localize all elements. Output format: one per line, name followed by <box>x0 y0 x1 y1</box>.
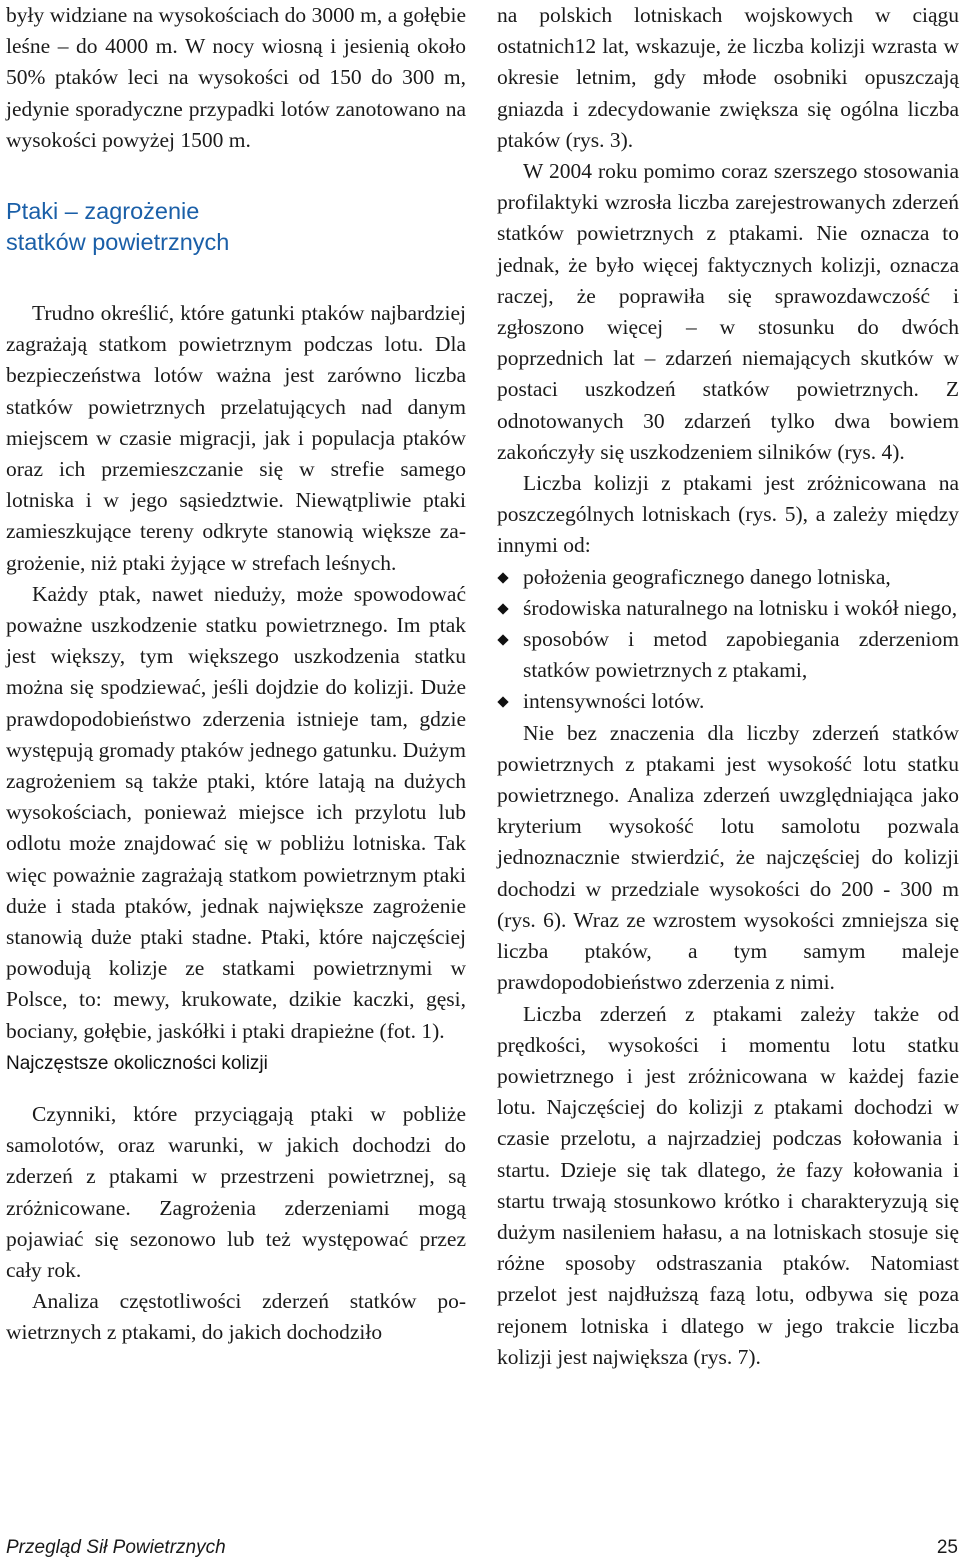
body-paragraph: Czynniki, które przyciągają ptaki w pobliże samolotów, oraz warunki, w jakich dochodzi do zderzeń z ptakami w przestrzeni powietrznej, są zróżnicowane. Zagrożenia zderzeniami mogą pojawiać się sezonowo lub też występować przez cały rok. <box>6 1101 466 1282</box>
left-column <box>6 0 466 1349</box>
intro-paragraph: były widziane na wysokościach do 3000 m, a gołębie leśne – do 4000 m. W nocy wiosną i jesienią około 50% ptaków leci na wysokości od 150 do 300 m, jedynie sporadyczne przypadki lotów zanotowano na wysokości powyżej 1500 m. <box>6 3 466 152</box>
list-item: środowiska naturalnego na lotnisku i wokół niego, <box>497 593 959 624</box>
right-column <box>497 0 959 1373</box>
factor-list <box>497 562 959 718</box>
list-item: położenia geograficznego danego lotniska, <box>497 562 959 593</box>
diamond-bullet-icon <box>497 572 508 583</box>
section-heading-line-2: statków powietrznych <box>6 229 230 256</box>
footer-publication-title: Przegląd Sił Powietrznych <box>6 1537 226 1558</box>
body-paragraph: Analiza częstotliwości zderzeń statków powietrznych z ptakami, do jakich dochodziło <box>6 1289 466 1345</box>
list-item: intensywności lotów. <box>497 686 959 717</box>
diamond-bullet-icon <box>497 603 508 614</box>
list-item: sposobów i metod zapobiegania zderzeniom statków powietrznych z ptakami, <box>497 624 959 686</box>
body-paragraph: Liczba zderzeń z ptakami zależy także od prędkości, wysokości i momentu lotu statku powietrznego i jest zróżnicowana w każdej fazie lotu. Najczęściej do kolizji z ptakami dochodzi w czasie przelotu, a najrzadziej podczas kołowania i startu. Dzieje się tak dlatego, że fazy kołowania i startu trwają stosunkowo krótko i charakteryzują się dużym nasileniem hałasu, a na lotniskach stosuje się różne sposoby odstraszania ptaków. Natomiast przelot jest najdłuższą fazą lotu, odbywa się poza rejonem lotniska i dlatego w jego trakcie liczba kolizji jest największa (rys. 7). <box>497 1001 959 1369</box>
body-paragraph: Nie bez znaczenia dla liczby zderzeń statków powietrznych z ptakami jest wysokość lotu statku powietrznego. Analiza zderzeń uwzględniająca jako kryterium wysokość lotu samolotu pozwala jednoznacznie stwierdzić, że najczęściej do kolizji dochodzi w przedziale wysokości do 200 - 300 m (rys. 6). Wraz ze wzrostem wysokości zmniejsza się liczba ptaków, a tym samym maleje prawdopodobieństwo zderzenia z nimi. <box>497 720 959 995</box>
body-paragraph: Każdy ptak, nawet nieduży, może spowodować poważne uszkodzenie statku powietrznego. Im ptak jest większy, tym większego uszkodzenia statku można się spodziewać, jeśli dojdzie do kolizji. Duże prawdopodobieństwo zderzenia istnieje tam, gdzie występują gromady ptaków jednego gatunku. Dużym zagrożeniem są także ptaki, które latają na dużych wysokościach, ponieważ miejsce ich przylotu lub odlotu może znajdować się w pobliżu lotniska. Tak więc poważnie zagrażają statkom powietrznym ptaki duże i stada ptaków, jednak największe zagrożenie stanowią duże ptaki stadne. Ptaki, które najczęściej powodują kolizje ze statkami powietrznymi w Polsce, to: mewy, krukowate, dzikie kaczki, gęsi, bociany, gołębie, jaskółki i ptaki drapieżne (fot. 1). <box>6 581 466 1043</box>
body-paragraph: na polskich lotniskach wojskowych w ciągu ostatnich12 lat, wskazuje, że liczba kolizji wzrasta w okresie letnim, gdy młode osobniki opuszczają gniazda i zdecydowanie zwiększa się ogólna liczba ptaków (rys. 3). <box>497 3 959 152</box>
section-heading-line-1: Ptaki – zagrożenie <box>6 198 200 225</box>
body-paragraph: W 2004 roku pomimo coraz szerszego stosowania profilaktyki wzrosła liczba zarejestrowanych zderzeń statków powietrznych z ptakami. Nie oznacza to jednak, że było więcej faktycznych kolizji, oznacza raczej, że poprawiła się sprawozdawczość i zgłoszono więcej – w stosunku do dwóch poprzednich lat – zdarzeń niemających skutków w postaci uszkodzeń statków powietrznych. Z odnotowanych 30 zdarzeń tylko dwa bowiem zakończyły się uszkodzeniem silników (rys. 4). <box>497 159 959 464</box>
subsection-heading: Najczęstsze okoliczności kolizji <box>6 1052 268 1074</box>
footer-page-number: 25 <box>936 1537 958 1558</box>
body-paragraph: Trudno określić, które gatunki ptaków najbardziej zagrażają statkom powietrznym podczas lotu. Dla bezpieczeństwa lotów ważna jest zarówno liczba statków powietrznych przelatujących nad danym miejscem w czasie migracji, jak i populacja ptaków oraz ich przemieszczanie się w strefie samego lotniska i w jego sąsiedztwie. Niewątpliwie ptaki zamieszkujące tereny odkryte stanowią większe zagrożenie, niż ptaki żyjące w strefach leśnych. <box>6 301 466 575</box>
diamond-bullet-icon <box>497 634 508 645</box>
diamond-bullet-icon <box>497 697 508 708</box>
section-heading <box>6 196 466 258</box>
body-paragraph: Liczba kolizji z ptakami jest zróżnicowana na poszczególnych lotniskach (rys. 5), a zależy między innymi od: <box>497 471 959 558</box>
